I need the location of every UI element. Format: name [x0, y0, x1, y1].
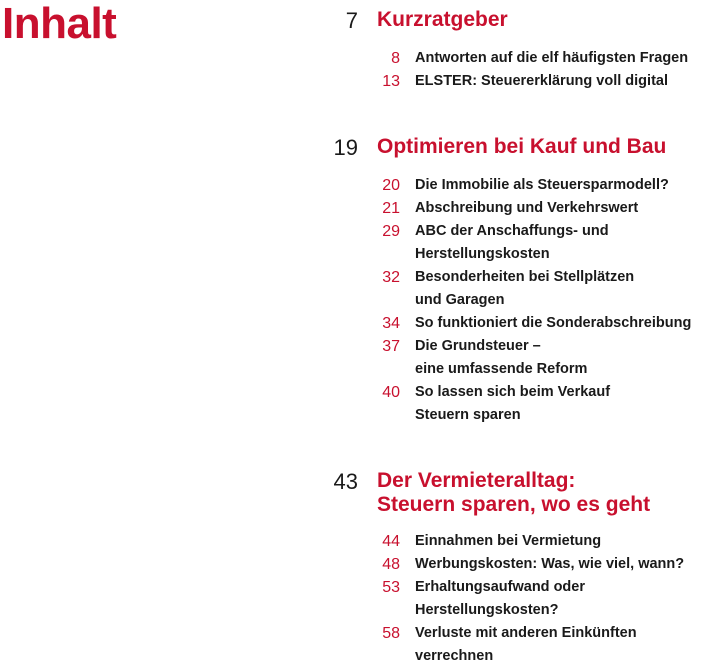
entry-page-number: 13: [382, 73, 400, 90]
toc-entry[interactable]: [318, 553, 720, 576]
entry-page-number: 8: [391, 50, 400, 67]
entry-page-number: 32: [382, 269, 400, 286]
toc-entry[interactable]: [318, 312, 720, 335]
entry-page-number: 29: [382, 223, 400, 240]
section-page-number: 43: [333, 469, 358, 494]
entry-title: So funktioniert die Sonderabschreibung: [415, 315, 692, 331]
entry-title: Besonderheiten bei Stellplätzen und Garagen: [415, 269, 635, 308]
entry-page-number: 40: [382, 384, 400, 401]
toc-entry[interactable]: [318, 220, 720, 266]
entry-title: Werbungskosten: Was, wie viel, wann?: [415, 556, 685, 572]
entry-page-number: 58: [382, 625, 400, 642]
entry-page-number: 53: [382, 579, 400, 596]
entry-title: ELSTER: Steuererklärung voll digital: [415, 73, 668, 89]
toc-section-vermieteralltag: [318, 469, 720, 664]
section-page-number: 7: [345, 8, 358, 33]
entry-title: Verluste mit anderen Einkünften verrechnen: [415, 625, 637, 664]
entry-title: Die Immobilie als Steuersparmodell?: [415, 177, 669, 193]
entry-title: Abschreibung und Verkehrswert: [415, 200, 639, 216]
section-title: Optimieren bei Kauf und Bau: [377, 135, 667, 158]
entry-page-number: 34: [382, 315, 400, 332]
entry-page-number: 37: [382, 338, 400, 355]
toc-entry[interactable]: [318, 381, 720, 427]
section-heading[interactable]: [318, 8, 720, 34]
toc-entry[interactable]: [318, 266, 720, 312]
entry-title: Einnahmen bei Vermietung: [415, 533, 602, 549]
entry-page-number: 44: [382, 533, 400, 550]
toc-entry[interactable]: [318, 530, 720, 553]
toc-entry[interactable]: [318, 70, 720, 93]
entry-title: Erhaltungsaufwand oder Herstellungskosten?: [415, 579, 585, 618]
entry-title: So lassen sich beim Verkauf Steuern sparen: [415, 384, 611, 423]
entry-title: ABC der Anschaffungs- und Herstellungskosten: [415, 223, 609, 262]
page-title: Inhalt: [2, 0, 117, 48]
entry-page-number: 20: [382, 177, 400, 194]
entry-page-number: 21: [382, 200, 400, 217]
toc-entry[interactable]: [318, 335, 720, 381]
entry-page-number: 48: [382, 556, 400, 573]
toc-entry[interactable]: [318, 576, 720, 622]
section-heading[interactable]: [318, 469, 720, 516]
toc-entry[interactable]: [318, 197, 720, 220]
section-title: Der Vermieteralltag: Steuern sparen, wo es geht: [377, 469, 651, 516]
section-title: Kurzratgeber: [377, 8, 508, 31]
entry-title: Die Grundsteuer – eine umfassende Reform: [415, 338, 588, 377]
section-heading[interactable]: [318, 135, 720, 161]
section-page-number: 19: [333, 135, 358, 160]
toc-section-kurzratgeber: [318, 8, 720, 90]
toc-section-kauf-und-bau: [318, 135, 720, 423]
toc-entry[interactable]: [318, 622, 720, 668]
entry-title: Antworten auf die elf häufigsten Fragen: [415, 50, 689, 66]
toc-entry[interactable]: [318, 47, 720, 70]
toc-entry[interactable]: [318, 174, 720, 197]
